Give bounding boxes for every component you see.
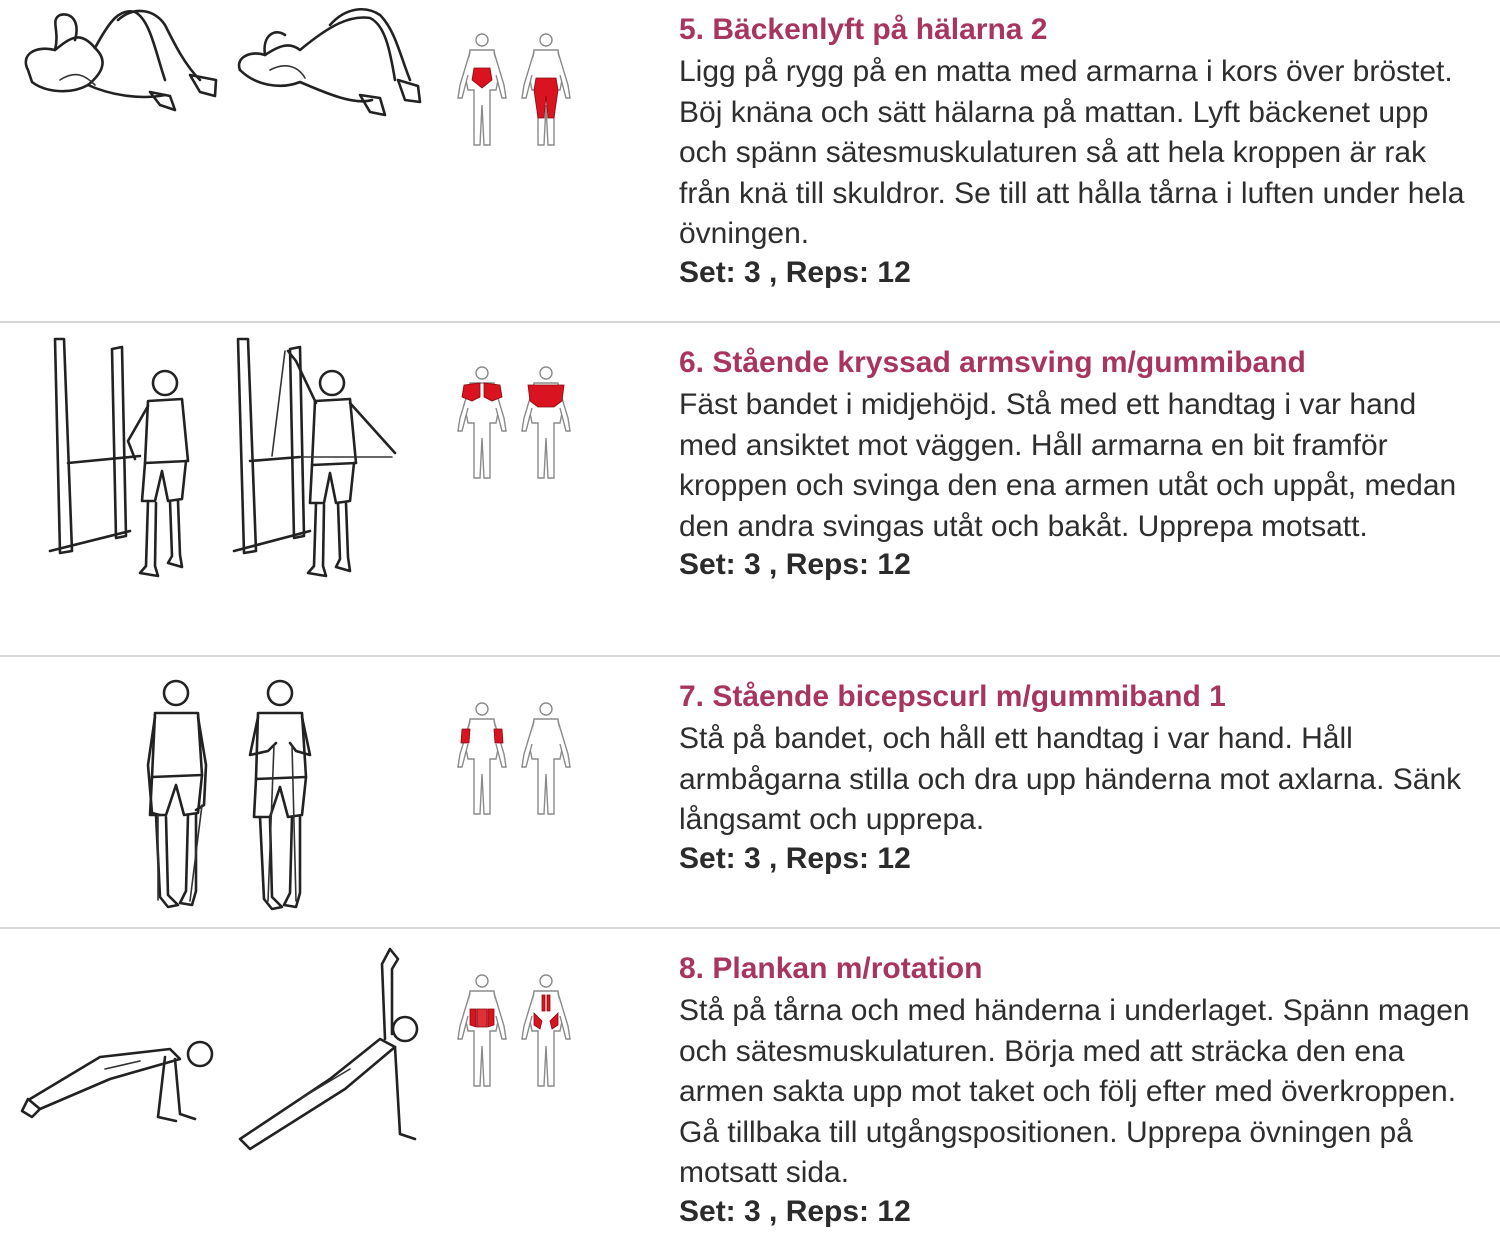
muscle-map-back: [522, 34, 570, 145]
exercise-illustration-icon: [0, 665, 440, 925]
exercise-sets-reps: Set: 3 , Reps: 12: [679, 841, 911, 875]
exercise-text: [679, 345, 1479, 585]
muscle-map-icon: [450, 363, 580, 483]
exercise-illustration-icon: [0, 0, 440, 140]
exercise-sets-reps: Set: 3 , Reps: 12: [679, 255, 911, 289]
exercise-illustration-icon: [0, 331, 440, 601]
muscle-map-back: [522, 703, 570, 814]
exercise-description: Ligg på rygg på en matta med armarna i kors över bröstet. Böj knäna och sätt hälarna på mattan. Lyft bäckenet upp och spänn sätesmuskulaturen så att hela kroppen är rak från knä till skuldror. Se till att hålla tårna i luften under hela övningen.: [679, 55, 1465, 250]
exercise-row-5: [0, 0, 1500, 322]
muscle-map-front: [458, 34, 506, 145]
exercise-description: Stå på tårna och med händerna i underlaget. Spänn magen och sätesmuskulaturen. Börja med att sträcka den ena armen sakta upp mot taket och följ efter med överkroppen. Gå tillbaka till utgångspositionen. Upprepa övningen på motsatt sida.: [679, 994, 1470, 1189]
exercise-text: [679, 951, 1479, 1232]
muscle-map-icon: [450, 699, 580, 819]
exercise-description: Fäst bandet i midjehöjd. Stå med ett handtag i var hand med ansiktet mot väggen. Håll armarna en bit framför kroppen och svinga den ena armen utåt och uppåt, medan den andra svingas utåt och bakåt. Upprepa motsatt.: [679, 388, 1457, 543]
exercise-row-8: [0, 929, 1500, 1244]
exercise-row-6: [0, 323, 1500, 655]
muscle-map-back: [522, 367, 570, 478]
exercise-text: [679, 679, 1479, 879]
exercise-sets-reps: Set: 3 , Reps: 12: [679, 1194, 911, 1228]
exercise-title: 8. Plankan m/rotation: [679, 952, 983, 985]
exercise-title: 7. Stående bicepscurl m/gummiband 1: [679, 680, 1226, 713]
muscle-map-back: [522, 975, 570, 1086]
muscle-map-front: [458, 703, 506, 814]
muscle-map-front: [458, 367, 506, 478]
exercise-title: 5. Bäckenlyft på hälarna 2: [679, 13, 1048, 46]
exercise-row-7: [0, 657, 1500, 927]
muscle-map-front: [458, 975, 506, 1086]
exercise-sets-reps: Set: 3 , Reps: 12: [679, 548, 911, 581]
muscle-map-icon: [450, 30, 580, 150]
exercise-title: 6. Stående kryssad armsving m/gummiband: [679, 346, 1306, 379]
muscle-map-icon: [450, 971, 580, 1091]
exercise-illustration-icon: [0, 939, 440, 1169]
exercise-description: Stå på bandet, och håll ett handtag i var hand. Håll armbågarna stilla och dra upp händerna mot axlarna. Sänk långsamt och upprepa.: [679, 722, 1462, 836]
exercise-text: [679, 12, 1479, 293]
